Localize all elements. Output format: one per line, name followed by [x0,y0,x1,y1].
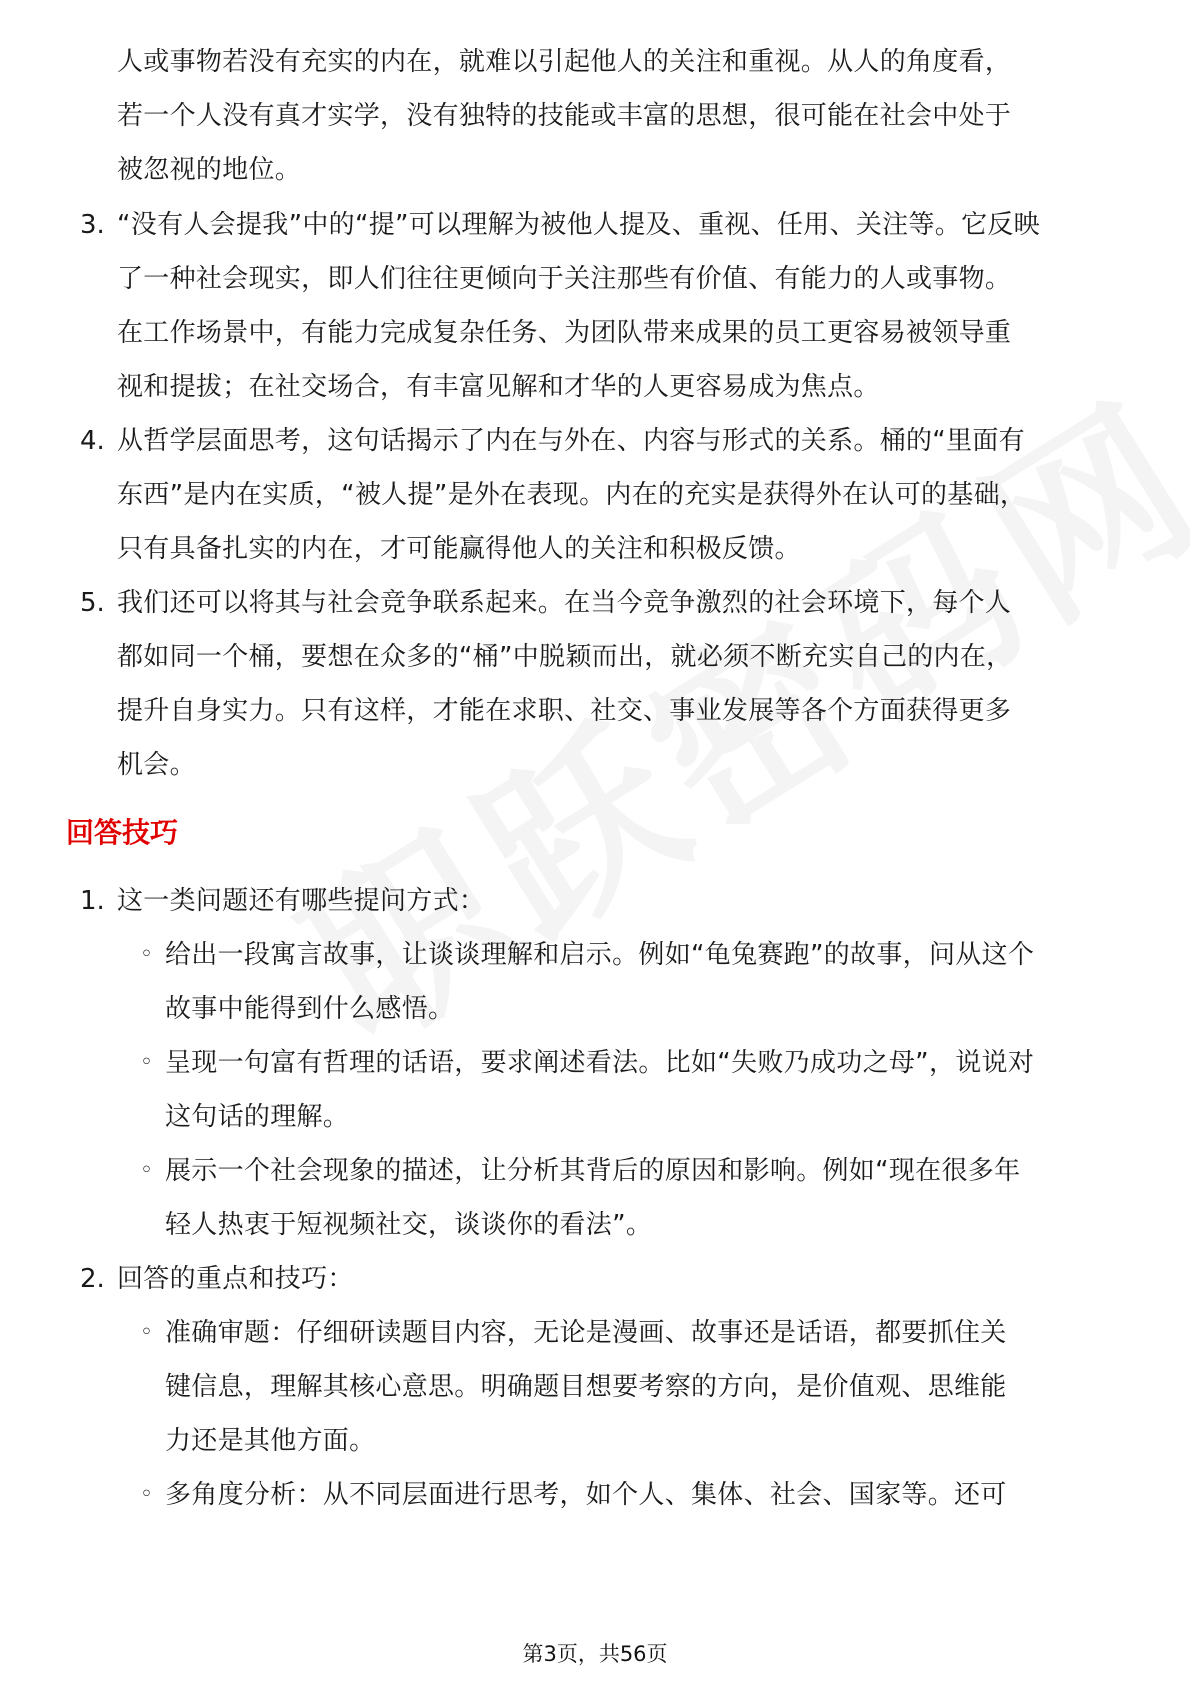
list-number: 4. [80,426,105,456]
point-line: “没有人会提我”中的“提”可以理解为被他人提及、重视、任用、关注等。它反映 [117,210,1040,240]
bullet-line: 呈现一句富有哲理的话语，要求阐述看法。比如“失败乃成功之母”，说说对 [165,1048,1035,1078]
list-number: 5. [80,588,105,618]
bullet-line: 键信息，理解其核心意思。明确题目想要考察的方向，是价值观、思维能 [165,1372,1007,1402]
point-line: 从哲学层面思考，这句话揭示了内在与外在、内容与形式的关系。桶的“里面有 [117,426,1025,456]
point-line: 了一种社会现实，即人们往往更倾向于关注那些有价值、有能力的人或事物。 [117,264,1012,294]
intro-line: 人或事物若没有充实的内在，就难以引起他人的关注和重视。从人的角度看， [117,47,1012,77]
point-line: 东西”是内在实质，“被人提”是外在表现。内在的充实是获得外在认可的基础， [117,480,1027,510]
point-line: 只有具备扎实的内在，才可能赢得他人的关注和积极反馈。 [117,534,801,564]
intro-line: 若一个人没有真才实学，没有独特的技能或丰富的思想，很可能在社会中处于 [117,101,1012,131]
point-line: 机会。 [117,750,196,780]
bullet-line: 给出一段寓言故事，让谈谈理解和启示。例如“龟兔赛跑”的故事，问从这个 [165,940,1035,970]
bullet-icon: ◦ [140,1050,153,1075]
page-footer: 第3页，共56页 [522,1642,668,1666]
point-line: 提升自身实力。只有这样，才能在求职、社交、事业发展等各个方面获得更多 [117,696,1012,726]
point-line: 我们还可以将其与社会竞争联系起来。在当今竞争激烈的社会环境下，每个人 [117,588,1012,618]
bullet-line: 准确审题：仔细研读题目内容，无论是漫画、故事还是话语，都要抓住关 [165,1318,1007,1348]
bullet-line: 这句话的理解。 [165,1102,350,1132]
list-number: 2. [80,1264,105,1294]
point-line: 都如同一个桶，要想在众多的“桶”中脱颖而出，就必须不断充实自己的内在， [117,642,1013,672]
list-number: 1. [80,886,105,916]
bullet-line: 故事中能得到什么感悟。 [165,994,455,1024]
bullet-line: 展示一个社会现象的描述，让分析其背后的原因和影响。例如“现在很多年 [165,1156,1021,1186]
bullet-icon: ◦ [140,1482,153,1507]
intro-line: 被忽视的地位。 [117,155,302,185]
list-number: 3. [80,210,105,240]
bullet-icon: ◦ [140,1158,153,1183]
bullet-line: 轻人热衷于短视频社交，谈谈你的看法”。 [165,1210,653,1240]
bullet-line: 多角度分析：从不同层面进行思考，如个人、集体、社会、国家等。还可 [165,1480,1007,1510]
tip-heading: 回答的重点和技巧： [117,1264,354,1294]
point-line: 在工作场景中，有能力完成复杂任务、为团队带来成果的员工更容易被领导重 [117,318,1012,348]
point-line: 视和提拔；在社交场合，有丰富见解和才华的人更容易成为焦点。 [117,372,880,402]
section-title: 回答技巧 [66,816,179,849]
bullet-line: 力还是其他方面。 [165,1426,376,1456]
tip-heading: 这一类问题还有哪些提问方式： [117,886,486,916]
bullet-icon: ◦ [140,1320,153,1345]
bullet-icon: ◦ [140,942,153,967]
